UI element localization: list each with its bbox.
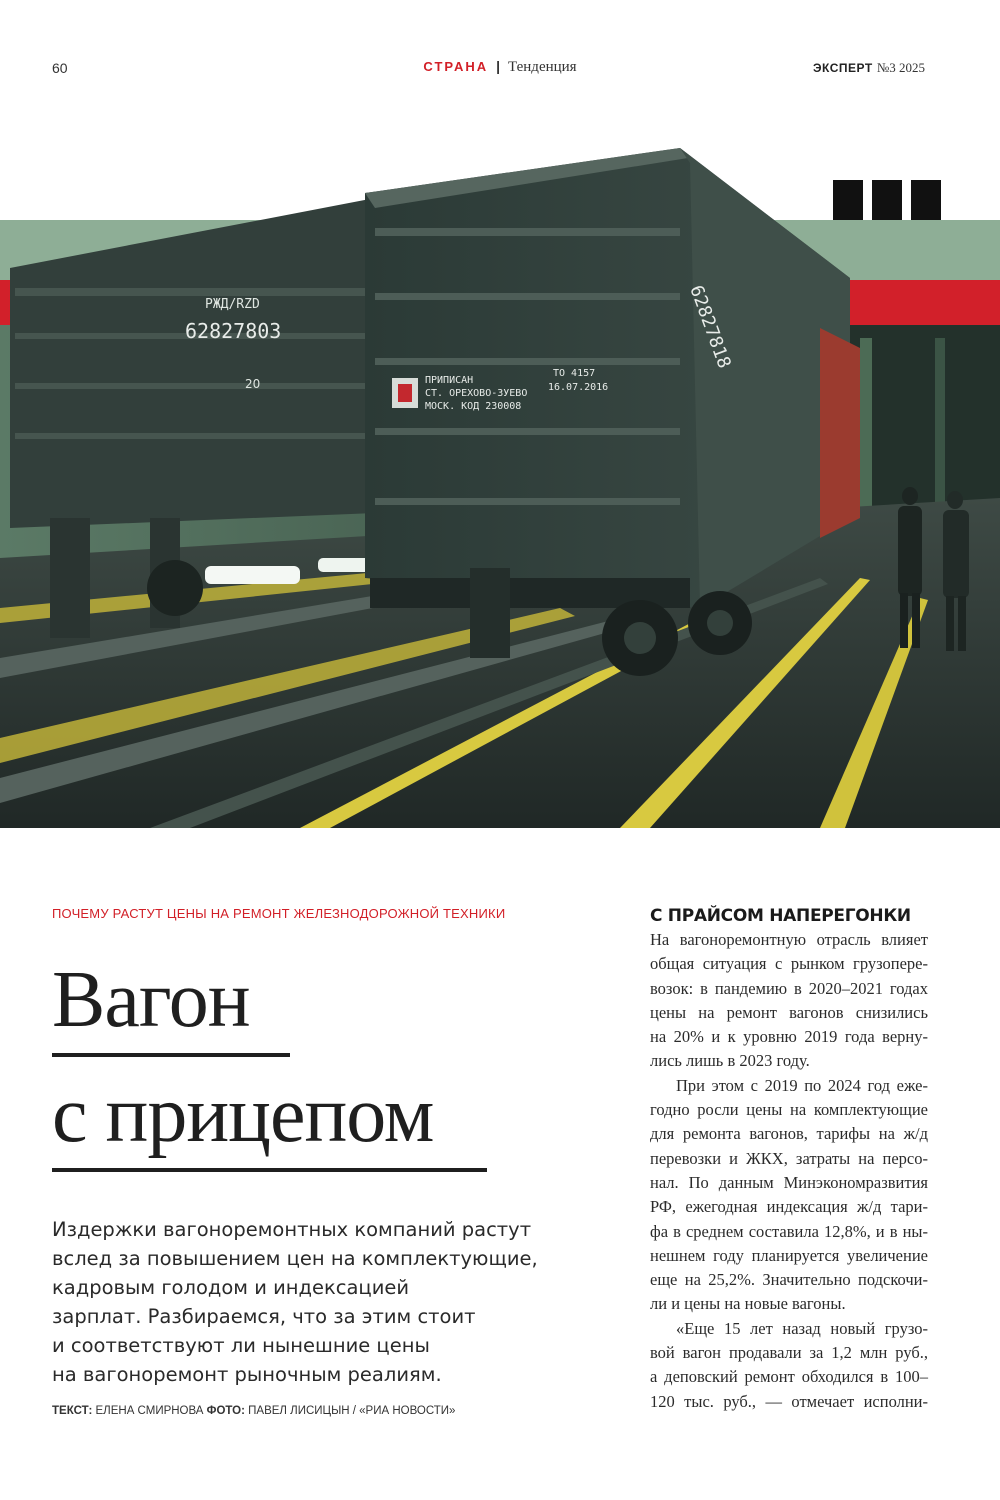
page-number: 60 <box>52 60 68 76</box>
rubric-separator: | <box>496 58 501 74</box>
lead-line: вслед за повышением цен на комплектующие, <box>52 1247 538 1270</box>
text-line: «Еще 15 лет назад новый грузо- <box>676 1318 928 1338</box>
lead-line: на вагоноремонт рыночным реалиям. <box>52 1363 442 1386</box>
credit-photographer: ПАВЕЛ ЛИСИЦЫН / «РИА НОВОСТИ» <box>248 1405 456 1417</box>
credit-author: ЕЛЕНА СМИРНОВА <box>95 1405 204 1417</box>
paragraph-1 <box>650 928 928 1074</box>
lead-line: Издержки вагоноремонтных компаний растут <box>52 1218 532 1241</box>
subrubric-label: Тенденция <box>508 59 577 75</box>
magazine-name: ЭКСПЕРТ <box>813 61 873 75</box>
article-photo <box>0 138 1000 828</box>
text-line: перевозки и ЖКХ, затраты на персо- <box>650 1148 928 1168</box>
decor-square <box>872 180 902 220</box>
left-wagon-number: 20 <box>245 377 261 391</box>
column-subhead: С ПРАЙСОМ НАПЕРЕГОНКИ <box>650 906 911 926</box>
title-underline <box>52 1053 290 1057</box>
right-wagon-id: 62827818 <box>685 282 735 372</box>
decor-square <box>833 180 863 220</box>
text-line: для ремонта вагонов, тарифы на ж/д <box>650 1124 928 1144</box>
text-line: 120 тыс. руб., — отмечает исполни- <box>650 1391 928 1411</box>
article-column <box>650 906 928 1414</box>
article-title-line-1: Вагон <box>52 956 250 1044</box>
right-wagon-plate-2: СТ. ОРЕХОВО-ЗУЕВО <box>425 388 528 399</box>
credit-photo-label: ФОТО: <box>206 1405 245 1417</box>
article-title-line-2: с прицепом <box>52 1071 434 1159</box>
rubric-label: СТРАНА <box>423 59 489 74</box>
paragraph-3 <box>650 1317 928 1414</box>
worker-figure <box>947 491 963 509</box>
text-line: лись лишь в 2023 году. <box>650 1051 810 1071</box>
paragraph-2 <box>650 1074 928 1317</box>
text-line: вой вагон продавали за 1,2 млн руб., <box>650 1343 928 1363</box>
left-wagon-id: 62827803 <box>185 319 282 343</box>
text-line: нал. По данным Минэкономразвития <box>650 1172 928 1192</box>
lead-line: кадровым голодом и индексацией <box>52 1276 410 1299</box>
lead-line: зарплат. Разбираемся, что за этим стоит <box>52 1305 476 1328</box>
right-wagon-date-1: ТО 4157 <box>553 368 596 379</box>
text-line: При этом с 2019 по 2024 год еже- <box>676 1075 928 1095</box>
credit-text-label: ТЕКСТ: <box>52 1405 93 1417</box>
floor-light <box>205 566 300 584</box>
text-line: фа в среднем составила 12,8%, и в ны- <box>650 1221 928 1241</box>
text-line: возок: в пандемию в 2020–2021 годах <box>650 978 928 998</box>
issue-number: №3 2025 <box>876 60 925 75</box>
text-line: годно росли цены на комплектующие <box>650 1100 928 1120</box>
left-wagon-brand: РЖД/RZD <box>205 297 260 312</box>
right-wagon-plate-1: ПРИПИСАН <box>425 375 474 386</box>
right-wagon-plate-3: МОСК. КОД 230008 <box>425 401 522 412</box>
text-line: РФ, ежегодная индексация ж/д тари- <box>650 1197 928 1217</box>
title-underline <box>52 1168 487 1172</box>
right-wagon-date-2: 16.07.2016 <box>548 382 609 393</box>
text-line: а деповский ремонт обходился в 100– <box>650 1367 928 1387</box>
article-kicker: ПОЧЕМУ РАСТУТ ЦЕНЫ НА РЕМОНТ ЖЕЛЕЗНОДОРОЖНОЙ ТЕХНИКИ <box>52 906 506 921</box>
text-line: нешнем году планируется увеличение <box>650 1245 928 1265</box>
article-lead <box>52 1215 552 1389</box>
decor-square <box>911 180 941 220</box>
text-line: еще на 25,2%. Значительно подскочи- <box>650 1270 928 1290</box>
text-line: На вагоноремонтную отрасль влияет <box>650 930 928 949</box>
article-credits <box>52 1405 455 1417</box>
worker-figure <box>902 487 918 505</box>
masthead <box>813 60 925 76</box>
text-line: цены на ремонт вагонов снизились <box>650 1002 928 1022</box>
text-line: на 20% и к уровню 2019 года верну- <box>650 1027 928 1047</box>
text-line: ли и цены на новые вагоны. <box>650 1294 846 1314</box>
lead-line: и соответствуют ли нынешние цены <box>52 1334 430 1357</box>
text-line: общая ситуация с рынком грузопере- <box>650 954 928 974</box>
